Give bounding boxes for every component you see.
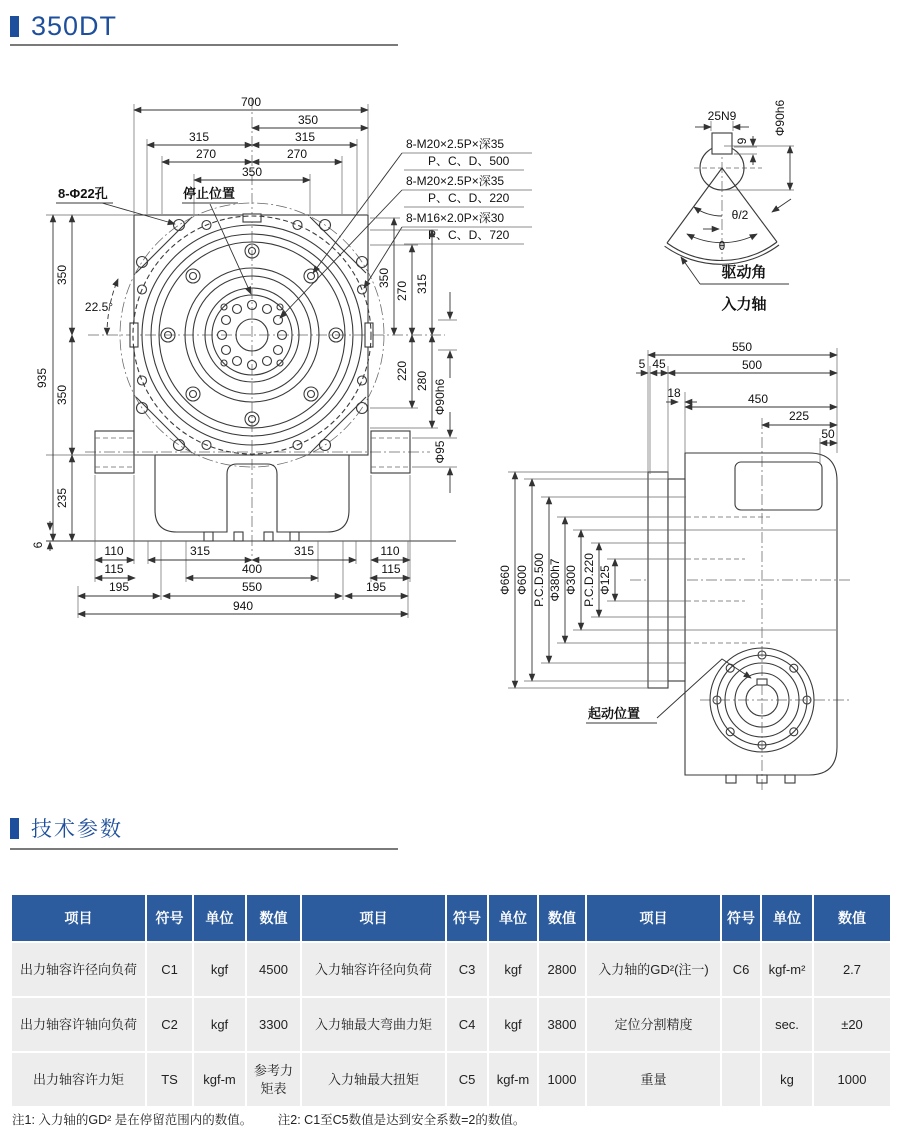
front-bottom-dims — [78, 475, 410, 618]
col-item-3: 项目 — [586, 894, 721, 942]
dim-700: 700 — [240, 95, 262, 109]
dim-phi90h6-shaft: Φ90h6 — [773, 99, 787, 137]
dim-350-b: 350 — [55, 384, 69, 406]
cell: kgf-m² — [761, 942, 813, 997]
input-shaft-diagram — [665, 100, 794, 313]
dim-550-front: 550 — [241, 580, 263, 594]
dim-940: 940 — [232, 599, 254, 613]
dim-350-a: 350 — [55, 264, 69, 286]
cell: kgf — [488, 942, 538, 997]
dim-110-l: 110 — [104, 544, 124, 558]
dim-935: 935 — [35, 367, 49, 389]
cell: kgf — [193, 942, 246, 997]
model-number: 350DT — [31, 11, 118, 41]
cell: TS — [146, 1052, 193, 1107]
cell: 定位分割精度 — [586, 997, 721, 1052]
cell: C1 — [146, 942, 193, 997]
dim-550-side: 550 — [731, 340, 753, 354]
cell: 3800 — [538, 997, 586, 1052]
cell: 入力轴最大弯曲力矩 — [301, 997, 446, 1052]
section-rule — [10, 848, 398, 850]
table-header-row — [11, 894, 891, 942]
dim-phi660: Φ660 — [498, 565, 512, 595]
front-left-dims — [31, 215, 155, 551]
keyway — [712, 133, 732, 154]
callout-phi22-holes: 8-Φ22孔 — [58, 186, 108, 201]
cell: 入力轴最大扭矩 — [301, 1052, 446, 1107]
front-top-dims — [134, 95, 368, 214]
footnotes — [12, 1110, 547, 1128]
cell: 2.7 — [813, 942, 891, 997]
col-value-1: 数值 — [246, 894, 301, 942]
dim-phi380h7: Φ380h7 — [548, 558, 562, 602]
callout-start-position: 起动位置 — [588, 706, 641, 721]
dim-315-l: 315 — [188, 130, 210, 144]
dim-270-r: 270 — [286, 147, 308, 161]
table-row — [11, 1052, 891, 1107]
cell: kgf — [488, 997, 538, 1052]
cell: 1000 — [538, 1052, 586, 1107]
dim-6: 6 — [31, 541, 45, 549]
dim-315-r: 315 — [294, 130, 316, 144]
dim-phi125: Φ125 — [598, 565, 612, 595]
cell: 出力轴容许轴向负荷 — [11, 997, 146, 1052]
callout-m16: 8-M16×2.0P×深30 — [406, 211, 505, 225]
col-value-2: 数值 — [538, 894, 586, 942]
col-item-1: 项目 — [11, 894, 146, 942]
dim-keyway-25n9: 25N9 — [707, 109, 737, 123]
callout-m20-b-pcd: P、C、D、220 — [428, 191, 510, 205]
cell: C4 — [446, 997, 488, 1052]
cell: sec. — [761, 997, 813, 1052]
callout-m20-a-pcd: P、C、D、500 — [428, 154, 510, 168]
cell: kg — [761, 1052, 813, 1107]
side-view — [498, 340, 850, 790]
label-input-shaft: 入力轴 — [721, 296, 767, 313]
side-flange-660 — [648, 472, 668, 688]
cell: 1000 — [813, 1052, 891, 1107]
col-unit-3: 单位 — [761, 894, 813, 942]
cell: kgf-m — [193, 1052, 246, 1107]
cell: kgf-m — [488, 1052, 538, 1107]
dim-phi300: Φ300 — [564, 565, 578, 595]
cell: 重量 — [586, 1052, 721, 1107]
cell: C2 — [146, 997, 193, 1052]
dim-400: 400 — [241, 562, 263, 576]
table-row — [11, 942, 891, 997]
cell: 参考力矩表 — [246, 1052, 301, 1107]
col-symbol-2: 符号 — [446, 894, 488, 942]
col-unit-1: 单位 — [193, 894, 246, 942]
front-view — [31, 95, 532, 618]
dim-350-c: 350 — [241, 165, 263, 179]
col-item-2: 项目 — [301, 894, 446, 942]
side-top-dims — [636, 340, 837, 479]
dim-b315-l: 315 — [189, 544, 211, 558]
side-flange-600 — [668, 479, 685, 681]
dim-280: 280 — [415, 370, 429, 392]
dim-key-depth-9: 9 — [735, 137, 749, 145]
parameters-table — [10, 893, 892, 1108]
cell: ±20 — [813, 997, 891, 1052]
dim-18: 18 — [667, 386, 681, 400]
callout-m20-b: 8-M20×2.5P×深35 — [406, 174, 505, 188]
cell: C3 — [446, 942, 488, 997]
col-symbol-1: 符号 — [146, 894, 193, 942]
dim-270-l: 270 — [195, 147, 217, 161]
dim-350-right: 350 — [377, 267, 391, 289]
dim-220: 220 — [395, 360, 409, 382]
dim-5: 5 — [638, 357, 646, 371]
dim-phi90h6-front: Φ90h6 — [433, 378, 447, 416]
callout-stop-position: 停止位置 — [183, 186, 236, 201]
dim-225: 225 — [788, 409, 810, 423]
dim-pcd220: P.C.D.220 — [582, 553, 596, 607]
dim-45: 45 — [652, 357, 666, 371]
footnote-2: 注2: C1至C5数值是达到安全系数=2的数值。 — [277, 1113, 526, 1127]
dim-theta-half: θ/2 — [731, 208, 749, 222]
dim-115-l: 115 — [104, 562, 124, 576]
cell: 出力轴容许力矩 — [11, 1052, 146, 1107]
dim-phi95: Φ95 — [433, 440, 447, 464]
label-drive-angle: 驱动角 — [721, 264, 767, 281]
cell: 2800 — [538, 942, 586, 997]
dim-phi600: Φ600 — [515, 565, 529, 595]
cell: C6 — [721, 942, 761, 997]
dim-115-r: 115 — [381, 562, 401, 576]
dim-315-right: 315 — [415, 273, 429, 295]
cell: 出力轴容许径向负荷 — [11, 942, 146, 997]
dim-235: 235 — [55, 487, 69, 509]
col-unit-2: 单位 — [488, 894, 538, 942]
col-value-3: 数值 — [813, 894, 891, 942]
dim-195-l: 195 — [108, 580, 130, 594]
front-base — [46, 431, 456, 541]
section-title-text: 技术参数 — [31, 818, 123, 841]
cell — [721, 997, 761, 1052]
col-symbol-3: 符号 — [721, 894, 761, 942]
dim-450: 450 — [747, 392, 769, 406]
cell: 4500 — [246, 942, 301, 997]
dim-110-r: 110 — [380, 544, 400, 558]
table-row — [11, 997, 891, 1052]
callout-m20-a: 8-M20×2.5P×深35 — [406, 137, 505, 151]
side-cover-plate — [735, 462, 822, 510]
section-title — [10, 813, 123, 843]
cell: 入力轴的GD²(注一) — [586, 942, 721, 997]
dim-350-top: 350 — [297, 113, 319, 127]
cell — [721, 1052, 761, 1107]
dim-angle-22-5: 22.5° — [84, 300, 114, 314]
dim-270-right: 270 — [395, 280, 409, 302]
section-accent-square — [10, 818, 19, 839]
callout-m16-pcd: P、C、D、720 — [428, 228, 510, 242]
dim-theta: θ — [718, 239, 726, 253]
dim-pcd500: P.C.D.500 — [532, 553, 546, 607]
dim-195-r: 195 — [365, 580, 387, 594]
footnote-1: 注1: 入力轴的GD² 是在停留范围内的数值。 — [12, 1113, 253, 1127]
cell: C5 — [446, 1052, 488, 1107]
dim-500: 500 — [741, 358, 763, 372]
cell: kgf — [193, 997, 246, 1052]
dim-50: 50 — [821, 427, 835, 441]
dim-b315-r: 315 — [293, 544, 315, 558]
cell: 3300 — [246, 997, 301, 1052]
cell: 入力轴容许径向负荷 — [301, 942, 446, 997]
